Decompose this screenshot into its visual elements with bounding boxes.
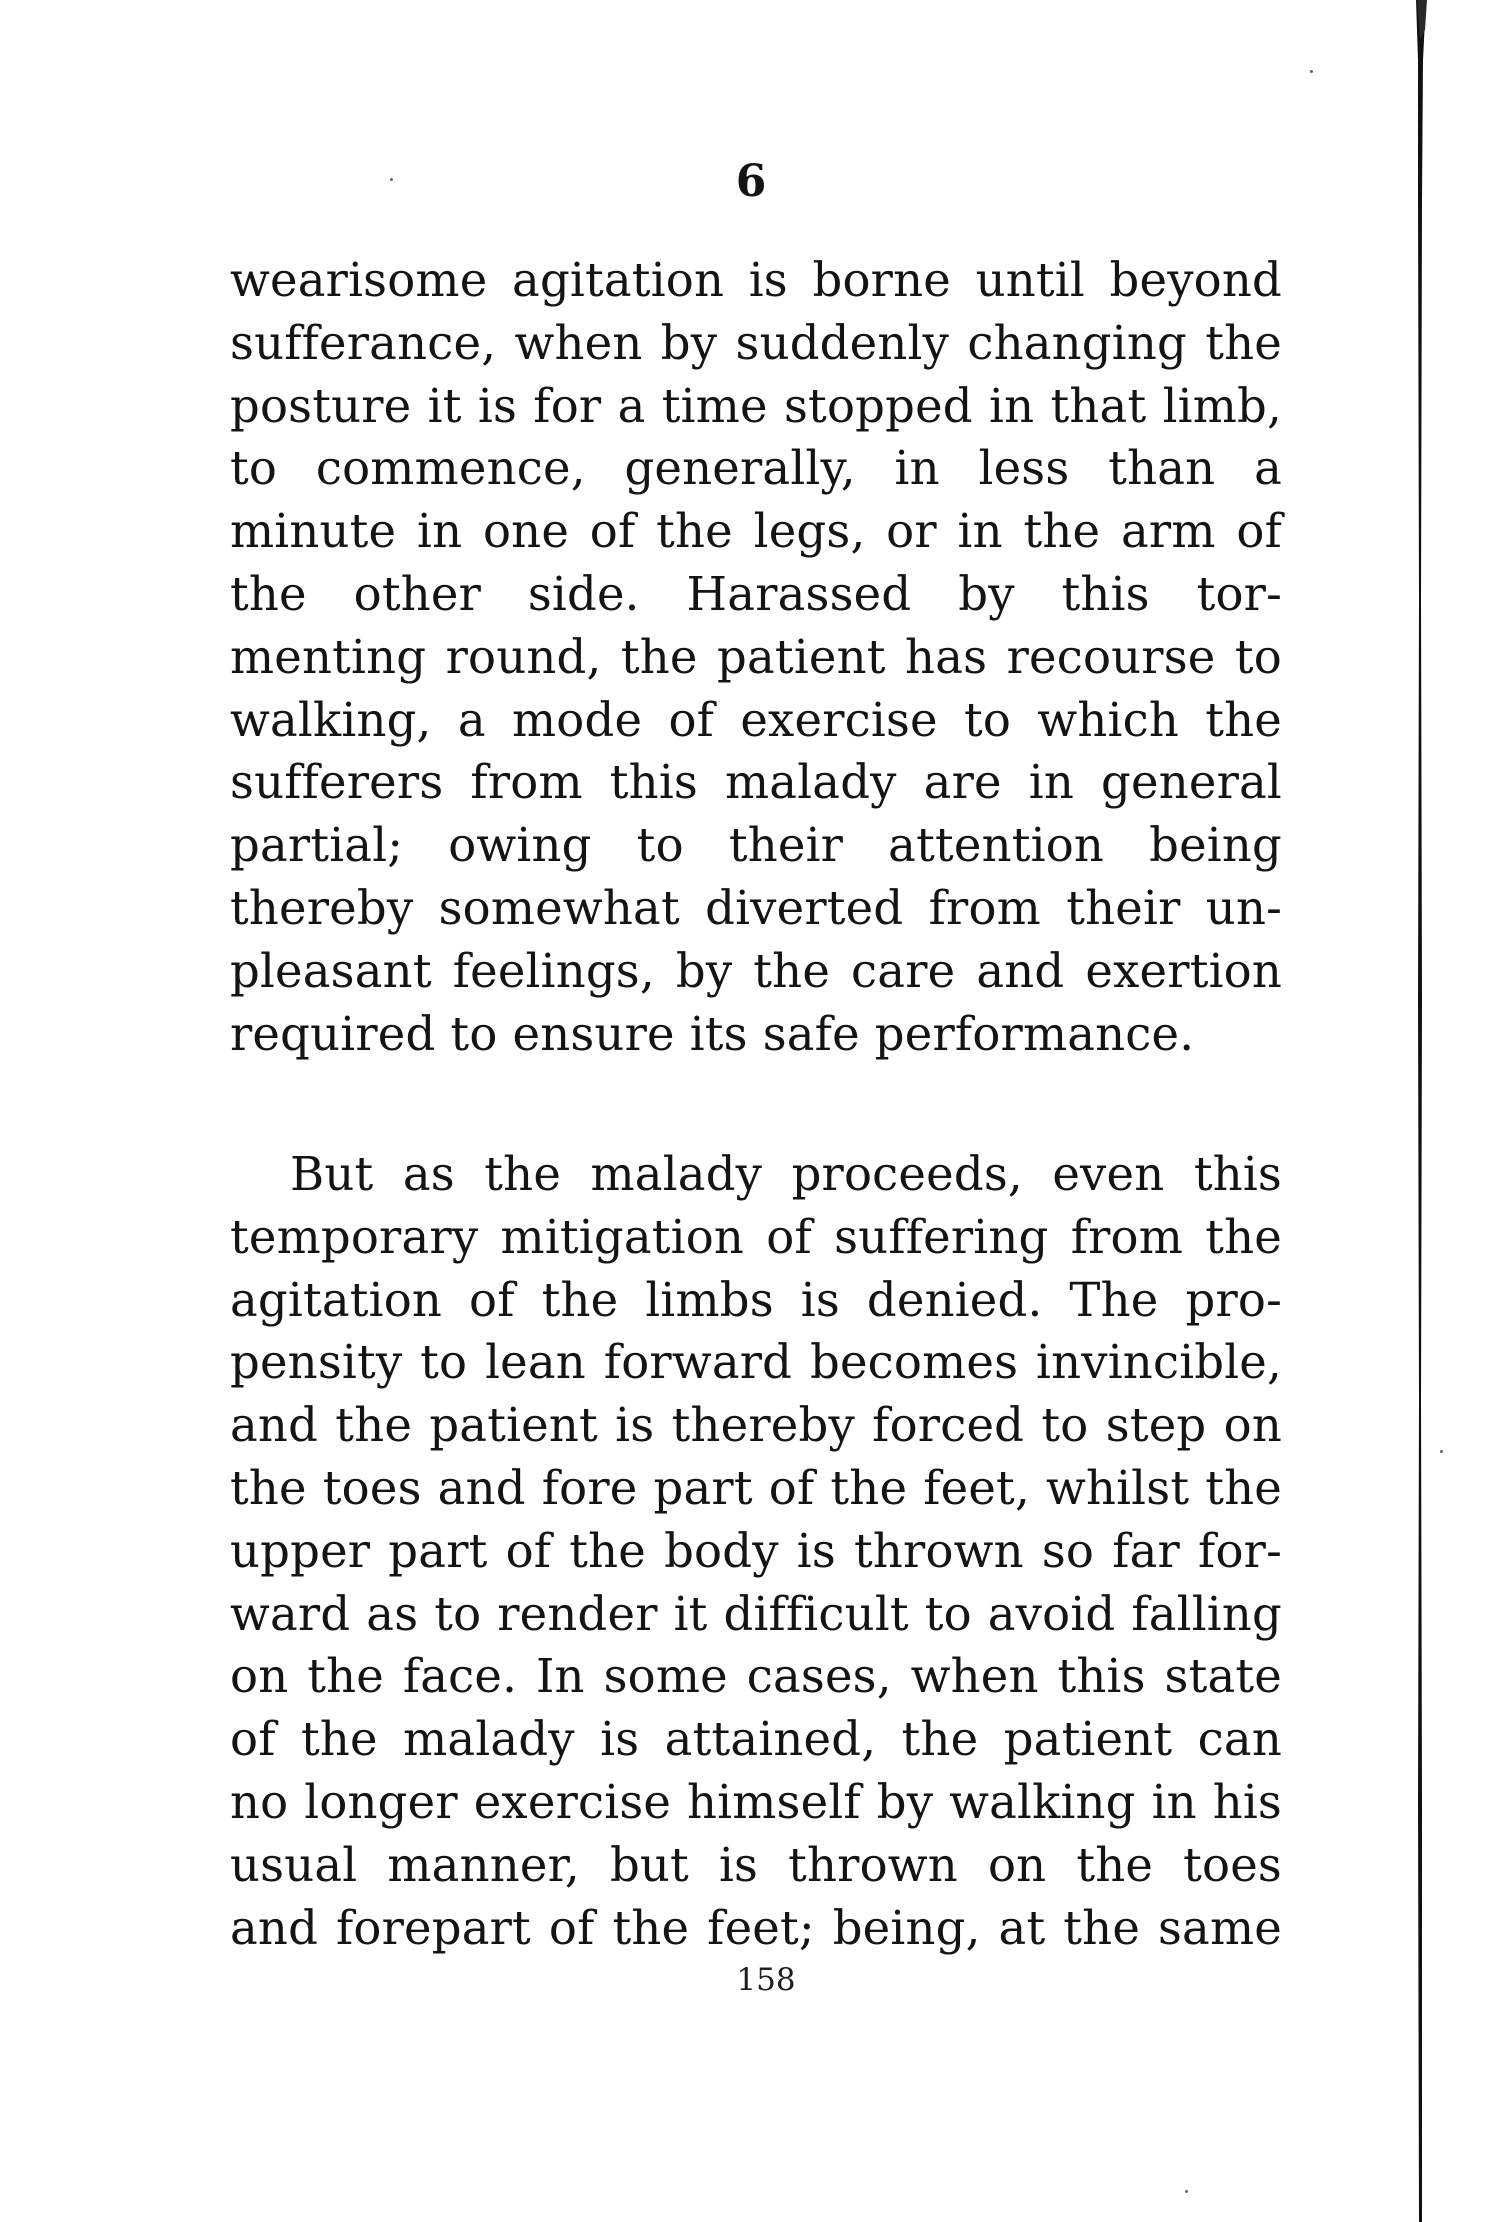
- paper-speck: [1185, 2190, 1188, 2193]
- text-line: the toes and fore part of the feet, whilst the: [230, 1460, 1282, 1515]
- text-line: temporary mitigation of suffering from the: [230, 1209, 1282, 1264]
- text-line: pleasant feelings, by the care and exertion: [230, 943, 1282, 998]
- paper-speck: [390, 178, 393, 181]
- page-number: 6: [735, 156, 767, 207]
- binding-edge-shadow: [1414, 0, 1428, 2222]
- paper-speck: [1440, 1450, 1443, 1453]
- text-line: no longer exercise himself by walking in his: [230, 1774, 1282, 1829]
- signature-mark: 158: [736, 1962, 796, 1998]
- text-line: partial; owing to their attention being: [230, 818, 1282, 873]
- text-line: pensity to lean forward becomes invincible,: [230, 1335, 1282, 1390]
- text-line: usual manner, but is thrown on the toes: [230, 1837, 1282, 1892]
- paragraph-1: [230, 249, 1282, 1065]
- binding-edge: [1414, 0, 1428, 2222]
- text-line: But as the malady proceeds, even this: [290, 1147, 1282, 1201]
- paper-speck: [1310, 70, 1313, 73]
- text-line: posture it is for a time stopped in that limb,: [230, 378, 1282, 433]
- text-line: of the malady is attained, the patient can: [230, 1712, 1282, 1767]
- text-line: and the patient is thereby forced to step on: [230, 1398, 1282, 1453]
- text-line: ward as to render it difficult to avoid falling: [230, 1586, 1282, 1641]
- text-line: sufferance, when by suddenly changing the: [230, 315, 1282, 370]
- paragraph-2: [230, 1143, 1282, 1959]
- text-line: menting round, the patient has recourse to: [230, 629, 1282, 684]
- text-line: required to ensure its safe performance.: [230, 1006, 1195, 1061]
- text-line: on the face. In some cases, when this state: [230, 1649, 1282, 1704]
- text-line: agitation of the limbs is denied. The pro-: [230, 1272, 1282, 1327]
- text-line: thereby somewhat diverted from their un-: [230, 880, 1282, 935]
- text-line: wearisome agitation is borne until beyond: [230, 253, 1282, 307]
- text-line: and forepart of the feet; being, at the same: [230, 1900, 1282, 1955]
- text-line: upper part of the body is thrown so far for-: [230, 1523, 1282, 1578]
- text-line: sufferers from this malady are in general: [230, 755, 1282, 810]
- text-line: walking, a mode of exercise to which the: [230, 692, 1282, 747]
- text-line: to commence, generally, in less than a: [230, 441, 1282, 496]
- text-line: minute in one of the legs, or in the arm of: [230, 504, 1282, 559]
- text-line: the other side. Harassed by this tor-: [230, 566, 1282, 621]
